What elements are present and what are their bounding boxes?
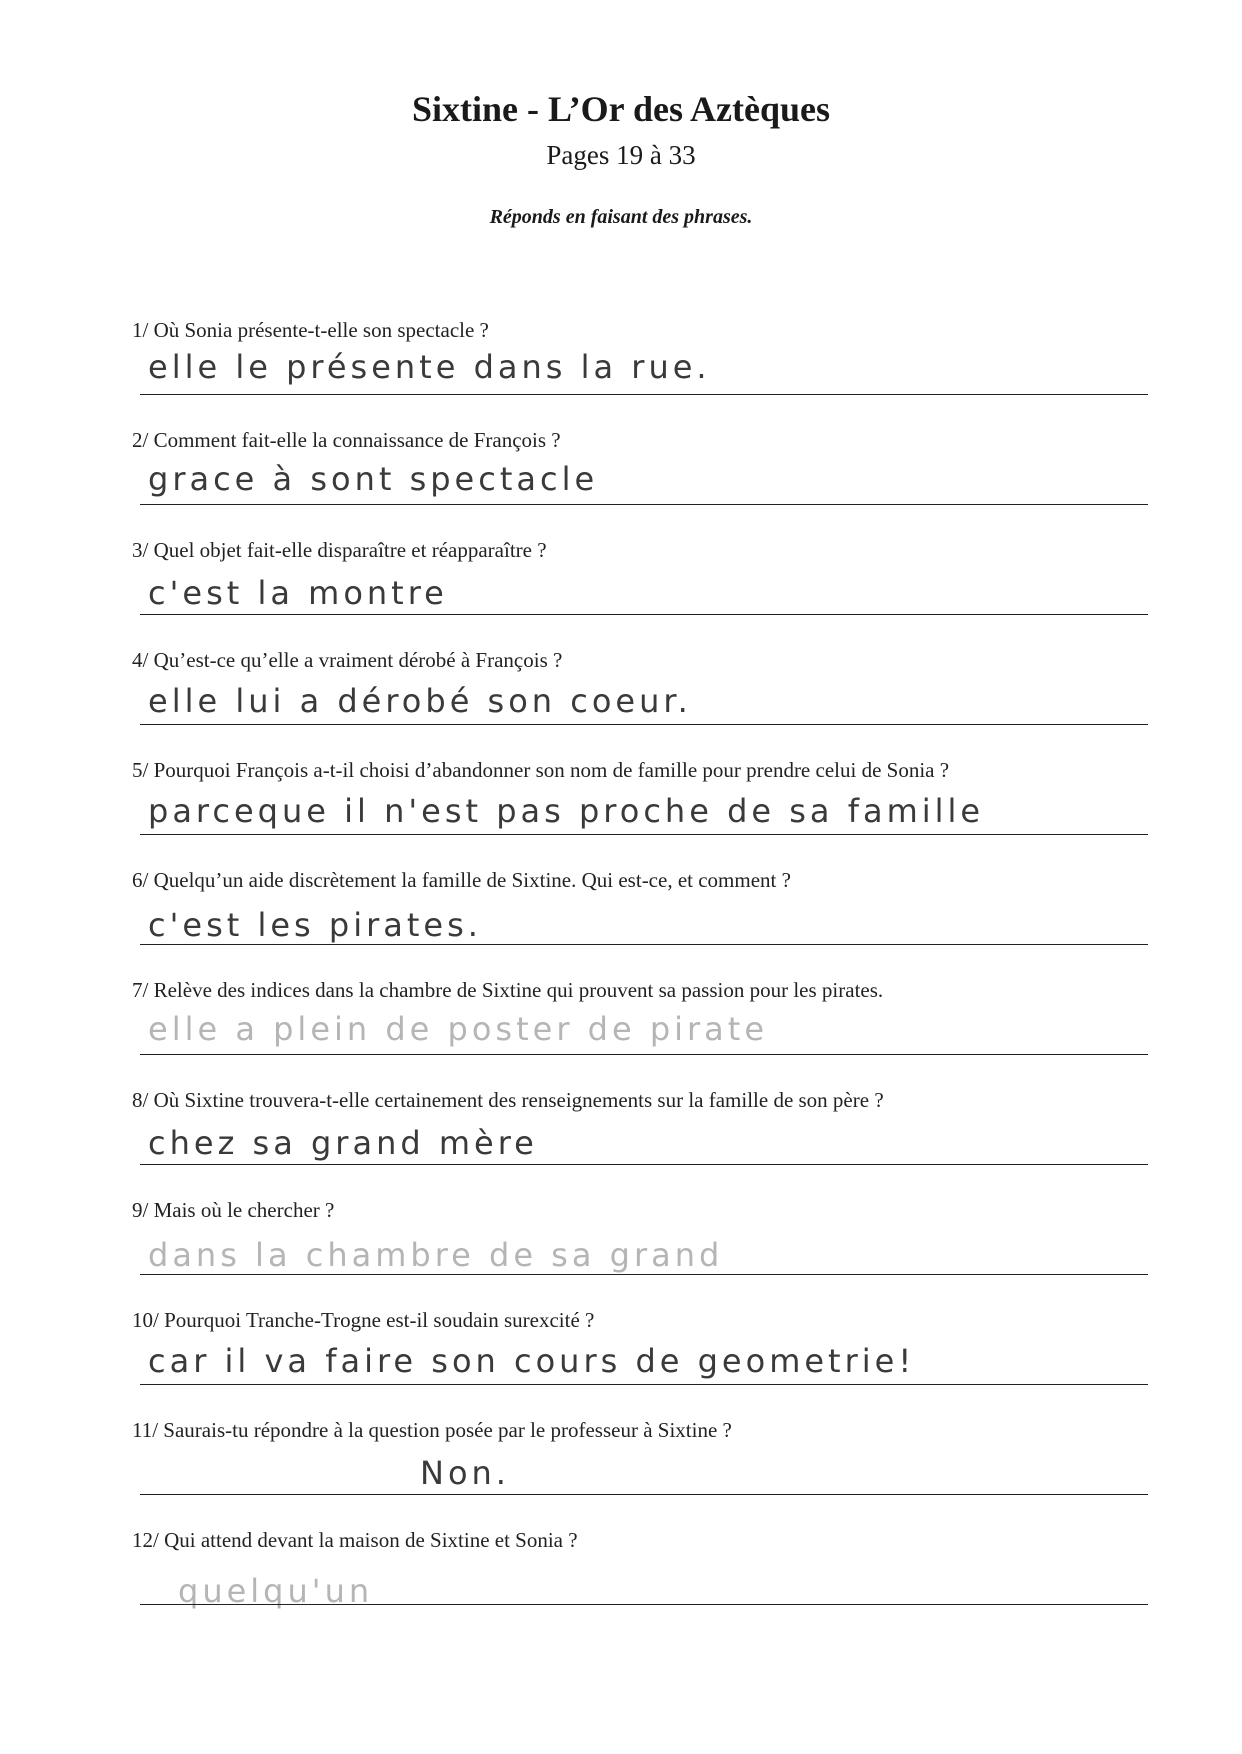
answer-line bbox=[140, 1604, 1148, 1605]
answer-line bbox=[140, 944, 1148, 945]
handwritten-answer: elle a plein de poster de pirate bbox=[148, 1010, 769, 1048]
question-text: 12/ Qui attend devant la maison de Sixtine et Sonia ? bbox=[132, 1528, 578, 1552]
handwritten-answer: dans la chambre de sa grand bbox=[148, 1236, 724, 1274]
question-text: 7/ Relève des indices dans la chambre de Sixtine qui prouvent sa passion pour les pirates. bbox=[132, 978, 884, 1002]
answer-line bbox=[140, 724, 1148, 725]
question-text: 10/ Pourquoi Tranche-Trogne est-il soudain surexcité ? bbox=[132, 1308, 595, 1332]
answer-line bbox=[140, 394, 1148, 395]
question-block-6 bbox=[0, 868, 1242, 958]
handwritten-answer: parceque il n'est pas proche de sa famille bbox=[148, 792, 985, 830]
answer-line bbox=[140, 504, 1148, 505]
question-text: 1/ Où Sonia présente-t-elle son spectacle ? bbox=[132, 318, 489, 342]
answer-line bbox=[140, 1384, 1148, 1385]
handwritten-answer: c'est les pirates. bbox=[148, 906, 482, 944]
instruction: Réponds en faisant des phrases. bbox=[489, 206, 753, 228]
handwritten-answer: c'est la montre bbox=[148, 574, 448, 612]
question-block-3 bbox=[0, 538, 1242, 628]
handwritten-answer: quelqu'un bbox=[178, 1572, 374, 1610]
answer-line bbox=[140, 1274, 1148, 1275]
answer-line bbox=[140, 1164, 1148, 1165]
handwritten-answer: grace à sont spectacle bbox=[148, 460, 599, 498]
question-block-5 bbox=[0, 758, 1242, 848]
handwritten-answer: Non. bbox=[420, 1454, 510, 1492]
question-text: 3/ Quel objet fait-elle disparaître et réapparaître ? bbox=[132, 538, 547, 562]
page-range: Pages 19 à 33 bbox=[546, 140, 696, 170]
question-block-2 bbox=[0, 428, 1242, 518]
question-block-10 bbox=[0, 1308, 1242, 1398]
answer-line bbox=[140, 1054, 1148, 1055]
question-text: 8/ Où Sixtine trouvera-t-elle certainement des renseignements sur la famille de son père ? bbox=[132, 1088, 884, 1112]
handwritten-answer: elle lui a dérobé son coeur. bbox=[148, 682, 692, 720]
handwritten-answer: car il va faire son cours de geometrie! bbox=[148, 1342, 916, 1380]
handwritten-answer: chez sa grand mère bbox=[148, 1124, 538, 1162]
question-text: 11/ Saurais-tu répondre à la question posée par le professeur à Sixtine ? bbox=[132, 1418, 732, 1442]
question-block-8 bbox=[0, 1088, 1242, 1178]
question-text: 6/ Quelqu’un aide discrètement la famille de Sixtine. Qui est-ce, et comment ? bbox=[132, 868, 791, 892]
question-block-4 bbox=[0, 648, 1242, 738]
question-text: 4/ Qu’est-ce qu’elle a vraiment dérobé à François ? bbox=[132, 648, 563, 672]
question-block-12 bbox=[0, 1528, 1242, 1618]
question-text: 2/ Comment fait-elle la connaissance de François ? bbox=[132, 428, 561, 452]
question-block-1 bbox=[0, 318, 1242, 408]
question-text: 9/ Mais où le chercher ? bbox=[132, 1198, 335, 1222]
answer-line bbox=[140, 614, 1148, 615]
handwritten-answer: elle le présente dans la rue. bbox=[148, 348, 711, 386]
question-block-9 bbox=[0, 1198, 1242, 1288]
answer-line bbox=[140, 1494, 1148, 1495]
question-text: 5/ Pourquoi François a-t-il choisi d’abandonner son nom de famille pour prendre celui de Sonia ? bbox=[132, 758, 950, 782]
answer-line bbox=[140, 834, 1148, 835]
question-block-11 bbox=[0, 1418, 1242, 1508]
question-block-7 bbox=[0, 978, 1242, 1068]
page-title: Sixtine - L’Or des Aztèques bbox=[411, 89, 831, 129]
